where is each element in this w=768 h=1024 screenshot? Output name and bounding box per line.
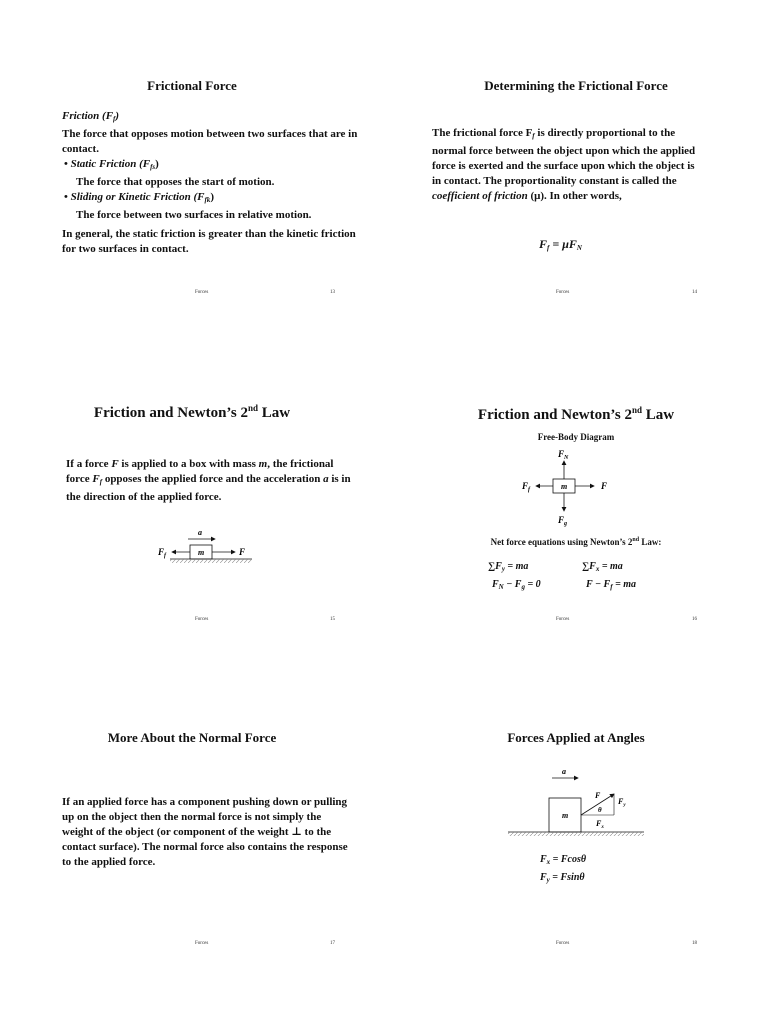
net-caption-a: Net force equations using Newton’s 2 [490,537,633,547]
page-number: 16 [692,617,697,622]
title-part-b: Law [641,407,675,423]
bullet-kinetic-desc: The force between two surfaces in relative motion. [76,209,312,221]
acceleration-label: a [198,528,202,537]
footer-label: Forces [195,941,209,946]
friction-label-sub: f [164,553,167,559]
eq-fx-rhs: = Fcosθ [550,854,587,865]
page-number: 14 [692,290,697,295]
applied-force-label: F [595,791,601,800]
friction-label-F: F [522,481,529,491]
slide-title: More About the Normal Force [107,730,277,745]
para-1: If a force [66,458,112,470]
page-number: 18 [692,941,697,946]
normal-force-paragraph: If an applied force has a component pushing down or pulling up on the object then the normal force is not simply the weight of the object (or component of the weight ⊥ to the contact surface). The normal force also contains the response to the applied force. [62,796,348,868]
bullet-static: • Static Friction $(F_{fs})$ [64,158,159,171]
para-3: , the frictional force [66,458,334,485]
footer-label: Forces [195,617,209,622]
eq-lhs: F [539,237,548,251]
page-number: 15 [330,617,335,622]
eq1-sub: y [501,565,505,573]
slide-title: Determining the Frictional Force [484,78,668,93]
bullet-static-term: Static Friction (F [70,158,151,170]
applied-force-label: F [601,481,608,491]
slide-15 [0,341,384,682]
fx-label-sub: x [601,825,604,830]
normal-force-label [557,449,569,461]
para-part-a: The frictional force F [432,127,533,139]
eq4-end: = ma [612,579,637,590]
gravity-sub: g [564,521,568,527]
eq-fy-rhs: = Fsinθ [549,872,585,883]
eq-fy-F: F [540,872,547,883]
normal-force-sub: N [564,455,569,461]
para-part-b: is directly proportional to the normal force between the object upon which the applied force is exerted and the surface upon which the object is in contact. The proportionality constant is called the [432,127,696,187]
fy-label [617,797,626,808]
slide-body [432,126,704,204]
footer-label: Forces [195,290,209,295]
acceleration-label: a [562,767,566,776]
friction-conclusion: In general, the static friction is greater than the kinetic friction for two surfaces in contact. [62,228,356,255]
slide-13 [0,0,384,341]
net-force-caption [384,533,768,550]
slide-title: Frictional Force [147,78,237,93]
theta-label: θ [598,806,602,814]
net-caption-b: Law: [639,537,662,547]
friction-heading-end: ) [115,110,120,122]
slide-14 [384,0,768,341]
eq-fx-F: F [540,854,547,865]
footer-label: Forces [556,617,570,622]
frictional-force-paragraph [432,126,704,204]
eq1-end: = ma [504,561,529,572]
bullet-static-end: ) [155,158,159,170]
bullet-static-desc: The force that opposes the start of motion. [76,176,275,188]
fx-label-F: F [596,819,602,828]
eq-fx [540,852,586,870]
eq-horizontal [586,577,636,595]
ground-hatch [170,559,252,563]
bullet-static-sub: fs [150,163,156,171]
eq-sum-fy [488,559,528,577]
eq3-b-sub: g [521,583,525,591]
footer-label: Forces [556,290,570,295]
para-4: opposes the applied force and the acceleration [102,473,324,485]
eq2-end: = ma [599,561,623,572]
title-part-a: Friction and Newton’s 2 [93,405,248,421]
page-number: 13 [330,290,335,295]
para-part-d: (μ). In other words, [527,190,622,202]
friction-heading-text: Friction (F [62,110,114,122]
eq3-end: = 0 [524,579,541,590]
eq2-text: ∑F [582,561,596,572]
eq4-a-sub: f [610,583,613,591]
mass-label: m [198,548,205,557]
para-a: a [323,473,329,485]
title-part-a: Friction and Newton’s 2 [477,407,632,423]
para-Ff: F [92,473,100,485]
friction-definition: The force that opposes motion between two surfaces that are in contact. [62,128,358,155]
friction-label-sub: f [528,487,531,493]
slide-title [384,405,768,424]
friction-label [157,547,167,559]
slide-17 [0,682,384,1023]
eq-rhs-sub: N [576,244,582,252]
friction-equation [539,237,582,256]
friction-label-F: F [158,547,165,557]
slide-16 [384,341,768,682]
box-force-diagram [140,527,260,577]
fy-label-sub: y [623,803,626,808]
slide-body [66,457,352,505]
bullet-kinetic: • Sliding or Kinetic Friction $(F_{fk})$ [64,191,214,204]
ground-hatch [508,832,644,836]
para-Ff-sub: f [99,478,103,486]
eq-sum-fx [582,559,623,577]
bullet-kinetic-end: ) [210,191,214,203]
fy-label-F: F [618,797,624,806]
slide-title [0,403,384,422]
angled-force-diagram [508,766,648,842]
eq2-sub: x [595,565,600,573]
mass-label: m [562,811,569,820]
eq-vertical [492,577,541,595]
eq-mid: = μF [549,237,577,251]
mass-label: m [561,482,568,491]
eq3-a: F [492,579,499,590]
title-part-b: Law [257,405,291,421]
eq-fy-sub: y [546,876,550,884]
gravity-label [557,515,567,527]
eq4-a: F − F [586,579,611,590]
applied-force-label: F [239,547,246,557]
eq-fy [540,870,585,888]
title-sup: nd [247,403,258,413]
page-number: 17 [330,941,335,946]
net-caption-sup: nd [632,537,640,543]
bullet-kinetic-sub: fk [204,196,211,204]
slide-title: Forces Applied at Angles [507,730,645,745]
box-force-paragraph [66,457,352,505]
normal-force-F: F [558,449,565,459]
fbd-label: Free-Body Diagram [537,432,615,442]
footer-label: Forces [556,941,570,946]
title-sup: nd [631,405,642,415]
para-coefficient: coefficient of friction [432,190,528,202]
free-body-diagram [516,447,616,531]
eq3-b: − F [503,579,522,590]
slide-body [62,795,352,870]
para-5: is in the direction of the applied force. [66,473,351,503]
fx-label [595,819,604,830]
eq1-text: ∑F [488,561,502,572]
friction-heading [62,109,362,127]
friction-heading-sub: f [113,115,116,123]
para-m: m [258,458,268,470]
para-2: is applied to a box with mass [118,458,259,470]
slide-body [62,109,362,257]
bullet-kinetic-term: Sliding or Kinetic Friction (F [70,191,205,203]
eq3-a-sub: N [498,583,504,591]
gravity-F: F [558,515,565,525]
eq-fx-sub: x [546,858,551,866]
slide-18 [384,682,768,1023]
para-sub-f: f [532,132,535,140]
eq-lhs-sub: f [547,244,550,252]
friction-label [521,481,531,493]
para-F: F [111,458,119,470]
